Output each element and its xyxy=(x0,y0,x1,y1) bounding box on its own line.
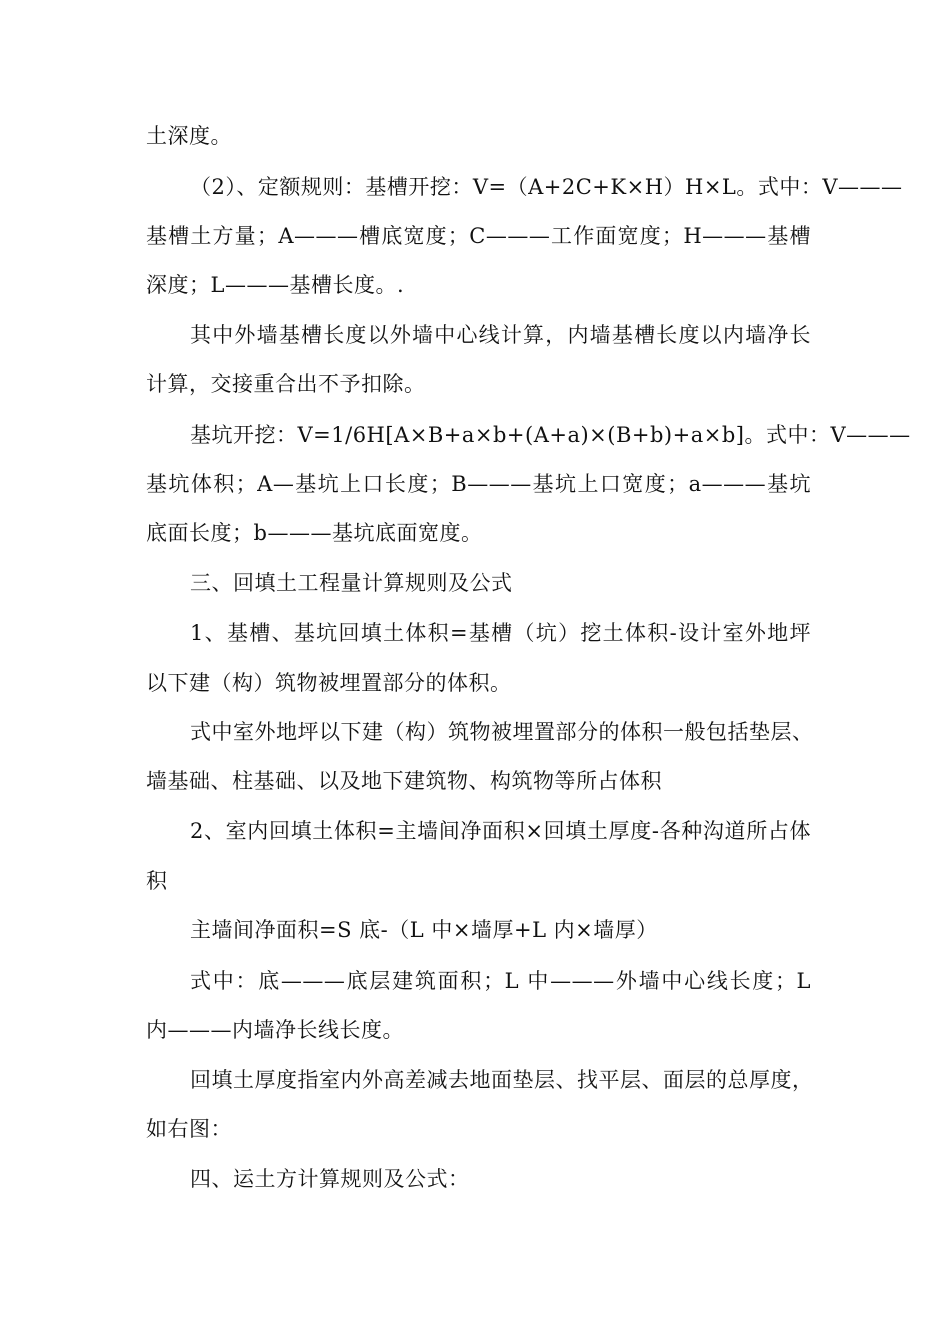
text-line-18: 式中：底———底层建筑面积；L 中———外墙中心线长度；L xyxy=(190,969,811,993)
text-line-15: 2、室内回填土体积=主墙间净面积×回填土厚度-各种沟道所占体 xyxy=(190,819,811,843)
section-heading-4: 四、运土方计算规则及公式： xyxy=(190,1167,470,1191)
text-line-16: 积 xyxy=(146,869,168,893)
text-line-20: 回填土厚度指室内外高差减去地面垫层、找平层、面层的总厚度， xyxy=(190,1068,814,1092)
text-line-4: 深度；L———基槽长度。. xyxy=(146,273,405,297)
text-line-14: 墙基础、柱基础、以及地下建筑物、构筑物等所占体积 xyxy=(146,769,662,793)
text-line-2: （2）、定额规则：基槽开挖：V=（A+2C+K×H）H×L。式中：V——— xyxy=(190,175,903,199)
text-line-12: 以下建（构）筑物被埋置部分的体积。 xyxy=(146,671,512,695)
text-line-13: 式中室外地坪以下建（构）筑物被埋置部分的体积一般包括垫层、 xyxy=(190,720,814,744)
text-line-8: 基坑体积；A—基坑上口长度；B———基坑上口宽度；a———基坑 xyxy=(146,472,811,496)
text-line-1: 土深度。 xyxy=(146,124,232,148)
text-line-11: 1、基槽、基坑回填土体积=基槽（坑）挖土体积-设计室外地坪 xyxy=(190,621,811,645)
text-line-21: 如右图： xyxy=(146,1117,232,1141)
text-line-5: 其中外墙基槽长度以外墙中心线计算，内墙基槽长度以内墙净长 xyxy=(190,323,811,347)
text-line-6: 计算，交接重合出不予扣除。 xyxy=(146,372,426,396)
text-line-19: 内———内墙净长线长度。 xyxy=(146,1018,404,1042)
text-line-17: 主墙间净面积=S 底-（L 中×墙厚+L 内×墙厚） xyxy=(190,918,658,942)
text-line-7: 基坑开挖：V=1/6H[A×B+a×b+(A+a)×(B+b)+a×b]。式中：V——— xyxy=(190,423,911,447)
text-line-3: 基槽土方量；A———槽底宽度；C———工作面宽度；H———基槽 xyxy=(146,224,811,248)
text-line-9: 底面长度；b———基坑底面宽度。 xyxy=(146,521,483,545)
section-heading-3: 三、回填土工程量计算规则及公式 xyxy=(190,571,513,595)
